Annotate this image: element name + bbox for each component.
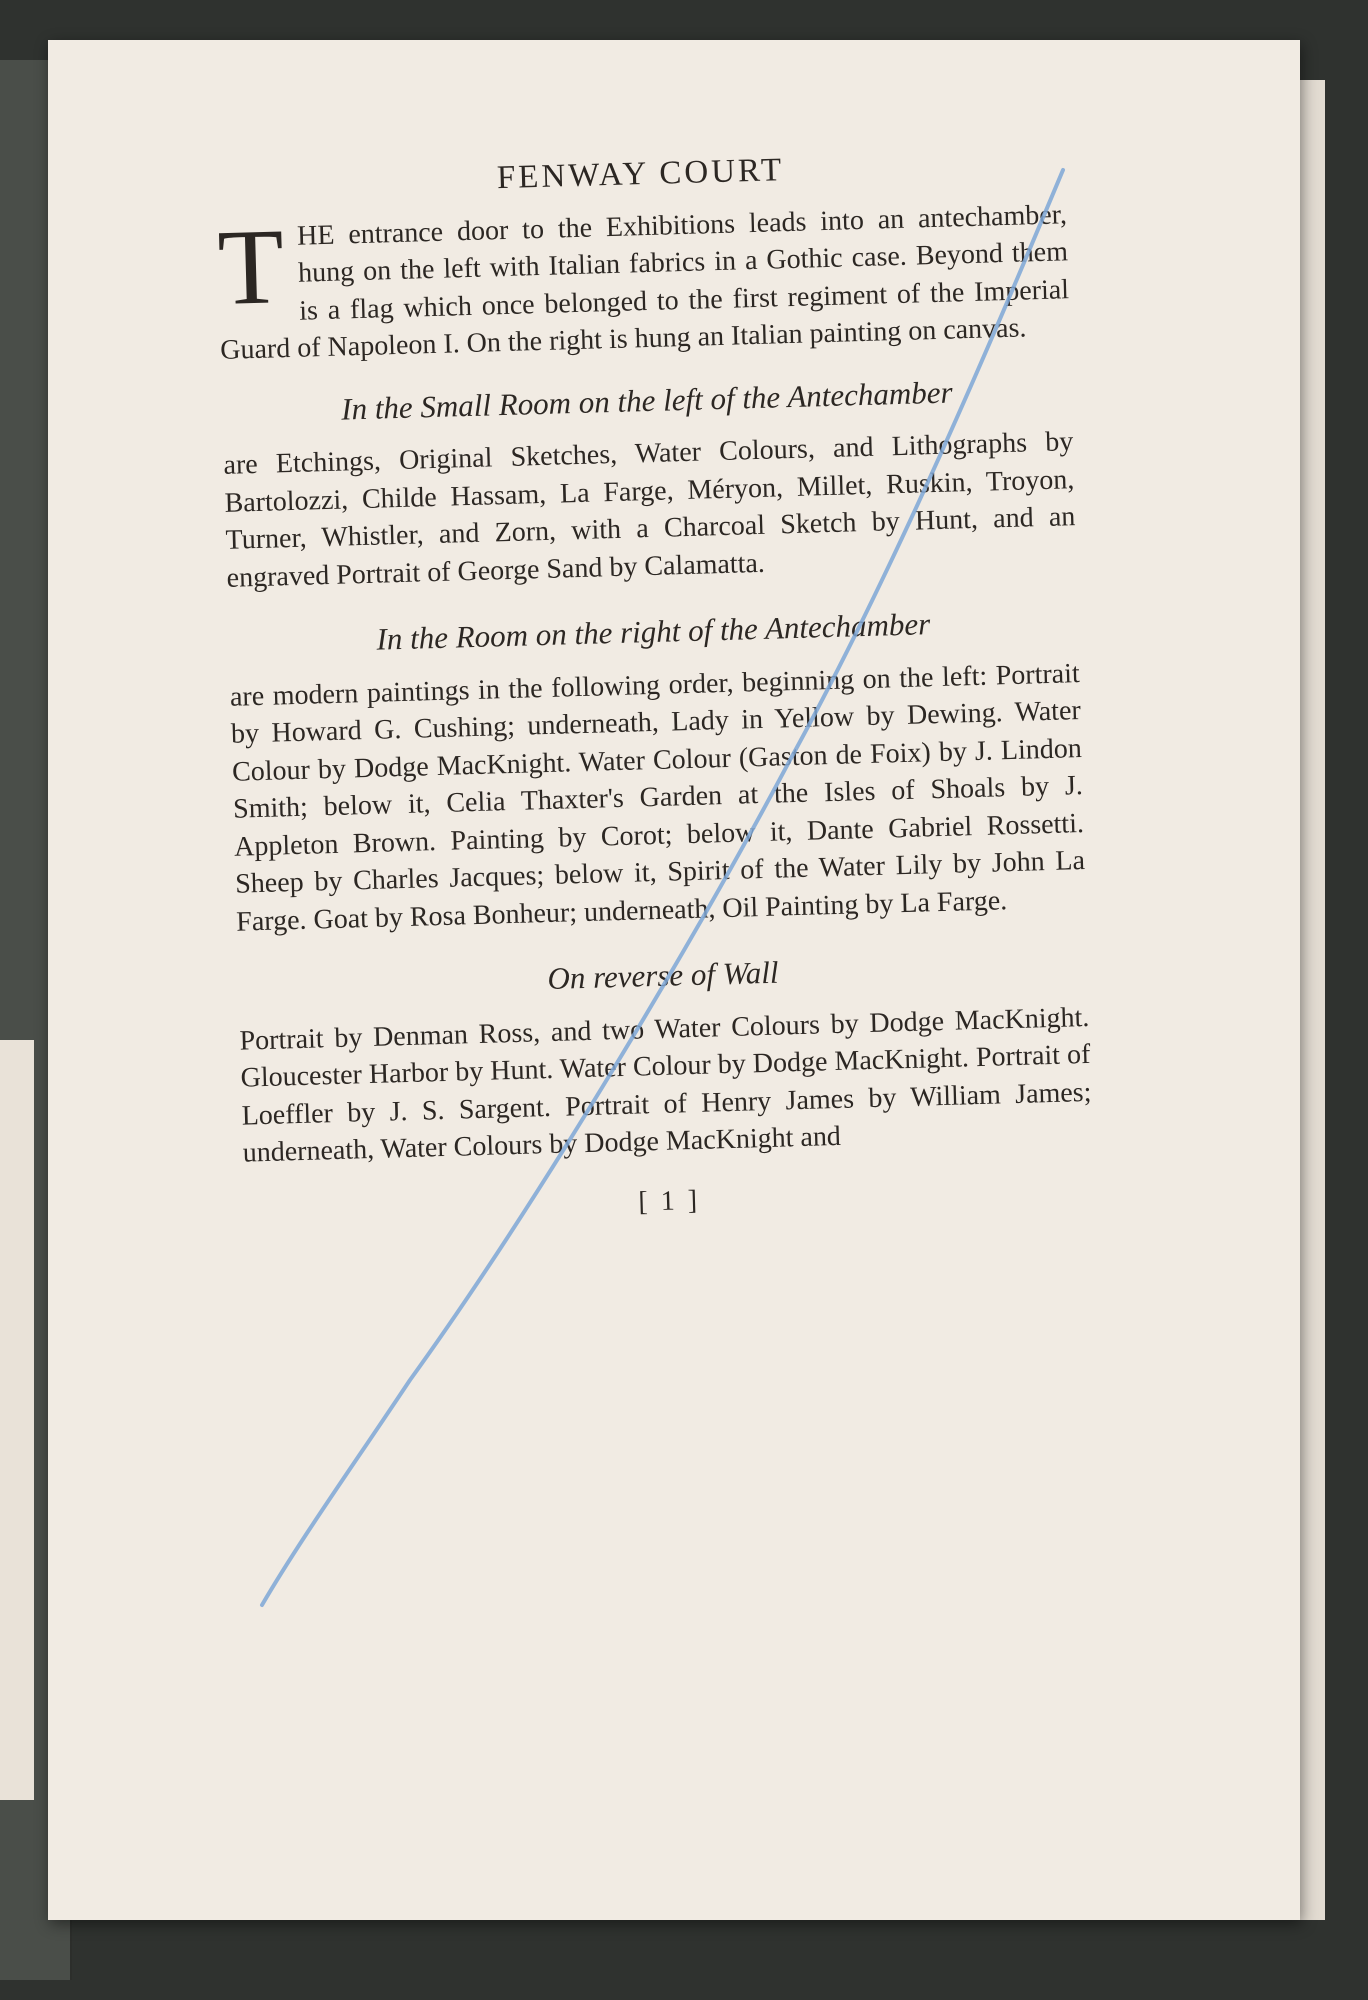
intro-paragraph: THE entrance door to the Exhibitions leads into an antechamber, hung on the left with Italian fabrics in a Gothic case. Beyond them is a flag which once belonged to the first regiment of the Imperial Guard of Napoleon I. On the right is hung an Italian painting on canvas. [216, 198, 1070, 366]
section-heading-small-room: In the Small Room on the left of the Antechamber [340, 374, 954, 427]
page-content [215, 136, 1095, 1231]
section-heading-right-room: In the Room on the right of the Antechamber [376, 606, 931, 657]
previous-page-edge [0, 1040, 34, 1800]
section-heading-reverse-wall: On reverse of Wall [546, 954, 779, 997]
section-text-reverse-wall: Portrait by Denman Ross, and two Water Colours by Dodge MacKnight. Gloucester Harbor by Hunt. Water Colour by Dodge MacKnight. Portrait of Loeffler by J. S. Sargent. Portrait of Henry James by William James; underneath, Water Colours by Dodge MacKnight and [239, 1001, 1092, 1169]
section-text-small-room: are Etchings, Original Sketches, Water Colours, and Lithographs by Bartolozzi, Childe Hassam, La Farge, Méryon, Millet, Ruskin, Troyon, Turner, Whistler, and Zorn, with a Charcoal Sketch by Hunt, and an engraved Portrait of George Sand by Calamatta. [223, 426, 1076, 594]
page-title: FENWAY COURT [496, 152, 785, 197]
page-number: [ 1 ] [637, 1184, 701, 1218]
section-text-right-room: are modern paintings in the following order, beginning on the left: Portrait by Howard G. Cushing; underneath, Lady in Yellow by Dewing. Water Colour by Dodge MacKnight. Water Colour (Gaston de Foix) by J. Lindon Smith; below it, Celia Thaxter's Garden at the Isles of Shoals by J. Appleton Brown. Painting by Corot; below it, Dante Gabriel Rossetti. Sheep by Charles Jacques; below it, Spirit of the Water Lily by John La Farge. Goat by Rosa Bonheur; underneath, Oil Painting by La Farge. [229, 657, 1086, 938]
